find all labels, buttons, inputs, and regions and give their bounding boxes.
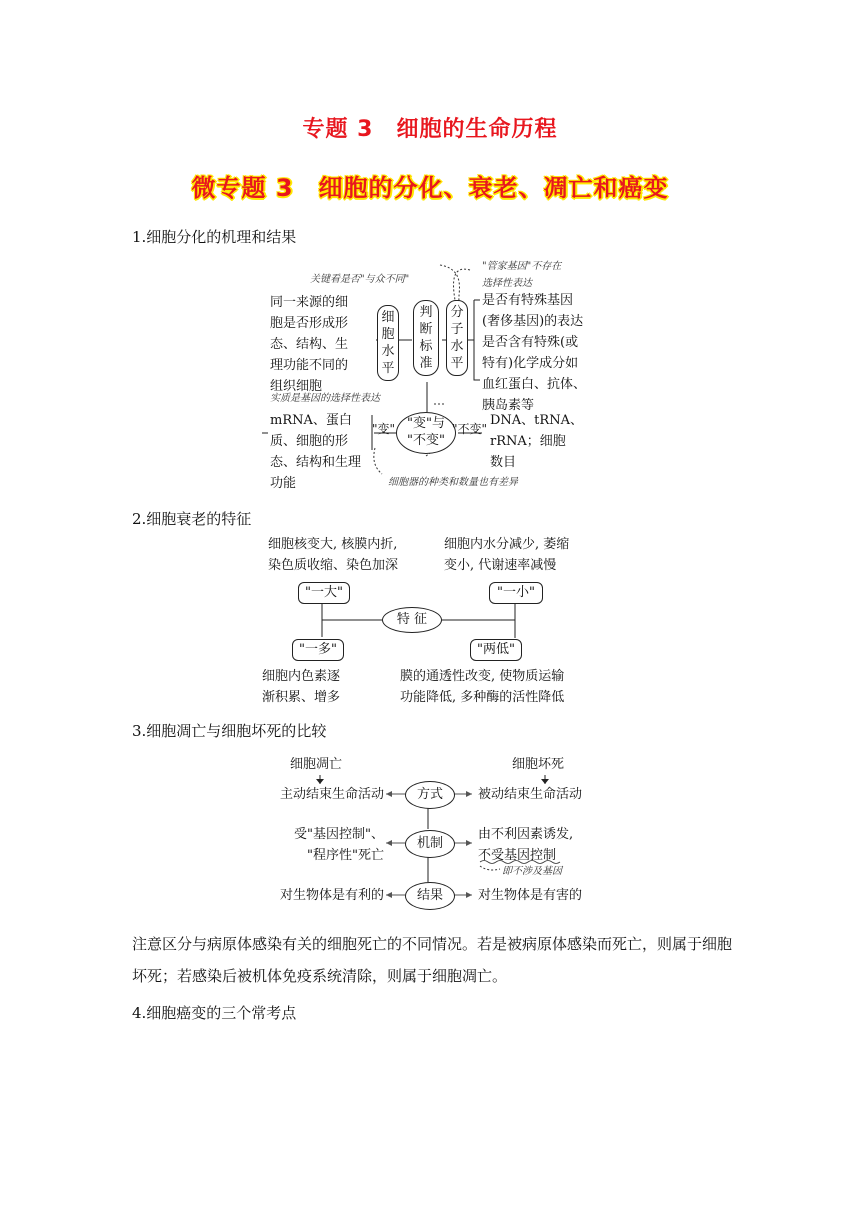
section1-heading: 1.细胞分化的机理和结果 xyxy=(132,228,297,246)
mode-oval: 方式 xyxy=(405,781,455,809)
features-oval: 特 征 xyxy=(382,607,442,633)
apoptosis-mechanism: 受"基因控制"、 "程序性"死亡 xyxy=(294,827,384,863)
note-no-genes: 即不涉及基因 xyxy=(502,866,562,877)
one-big-box: "一大" xyxy=(298,582,350,604)
pigment-features-text: 细胞内色素逐 渐积累、增多 xyxy=(262,669,341,705)
criteria-box: 判断标准 xyxy=(413,300,439,376)
note-housekeeping-genes: "管家基因"不存在 xyxy=(482,261,562,272)
two-low-box: "两低" xyxy=(470,639,522,661)
changed-label: "变" xyxy=(372,422,396,436)
one-many-box: "一多" xyxy=(292,639,344,661)
unchanged-items-text: DNA、tRNA、 rRNA；细胞 数目 xyxy=(490,413,583,470)
molecular-criteria-text: 是否有特殊基因 (奢侈基因)的表达 是否含有特殊(或 特有)化学成分如 血红蛋白、抗体、 胰岛素等 xyxy=(482,293,587,413)
note-selective-expression: 选择性表达 xyxy=(482,278,532,289)
necrosis-result: 对生物体是有害的 xyxy=(478,888,583,903)
necrosis-mode: 被动结束生命活动 xyxy=(478,787,583,802)
necrosis-title: 细胞坏死 xyxy=(512,757,565,772)
permeability-features-text: 膜的通透性改变, 使物质运输 功能降低, 多种酶的活性降低 xyxy=(400,669,565,705)
section-title: 微专题 3 细胞的分化、衰老、凋亡和癌变 xyxy=(191,174,669,202)
section3-heading: 3.细胞凋亡与细胞坏死的比较 xyxy=(132,722,327,740)
necrosis-mechanism: 由不利因素诱发, 不受基因控制 xyxy=(478,827,574,863)
one-small-box: "一小" xyxy=(489,582,543,604)
apoptosis-title: 细胞凋亡 xyxy=(290,757,343,772)
water-features-text: 细胞内水分减少, 萎缩 变小, 代谢速率减慢 xyxy=(444,537,570,573)
note-paragraph: 注意区分与病原体感染有关的细胞死亡的不同情况。若是被病原体感染而死亡，则属于细胞坏死；若感染后被机体免疫系统清除，则属于细胞凋亡。 xyxy=(132,935,733,985)
result-oval: 结果 xyxy=(405,882,455,910)
chapter-title: 专题 3 细胞的生命历程 xyxy=(302,117,558,142)
note-distinctive: 关键看是否"与众不同" xyxy=(310,274,410,285)
nucleus-features-text: 细胞核变大, 核膜内折, 染色质收缩、染色加深 xyxy=(268,537,399,573)
note-organelles: 细胞器的种类和数量也有差异 xyxy=(388,477,518,488)
apoptosis-mode: 主动结束生命活动 xyxy=(279,787,384,802)
apoptosis-result: 对生物体是有利的 xyxy=(279,888,384,903)
mechanism-oval: 机制 xyxy=(405,830,455,858)
unchanged-label: "不变" xyxy=(452,422,488,436)
note-essence: 实质是基因的选择性表达 xyxy=(270,393,380,404)
cell-level-box: 细胞水平 xyxy=(377,305,399,381)
change-unchanged-oval: "变"与 "不变" xyxy=(396,412,456,454)
section4-heading: 4.细胞癌变的三个常考点 xyxy=(132,1004,297,1022)
cell-level-criteria-text: 同一来源的细 胞是否形成形 态、结构、生 理功能不同的 组织细胞 xyxy=(270,295,349,394)
changed-items-text: mRNA、蛋白 质、细胞的形 态、结构和生理 功能 xyxy=(270,413,362,491)
molecular-level-box: 分子水平 xyxy=(446,300,468,376)
section2-heading: 2.细胞衰老的特征 xyxy=(132,510,252,528)
